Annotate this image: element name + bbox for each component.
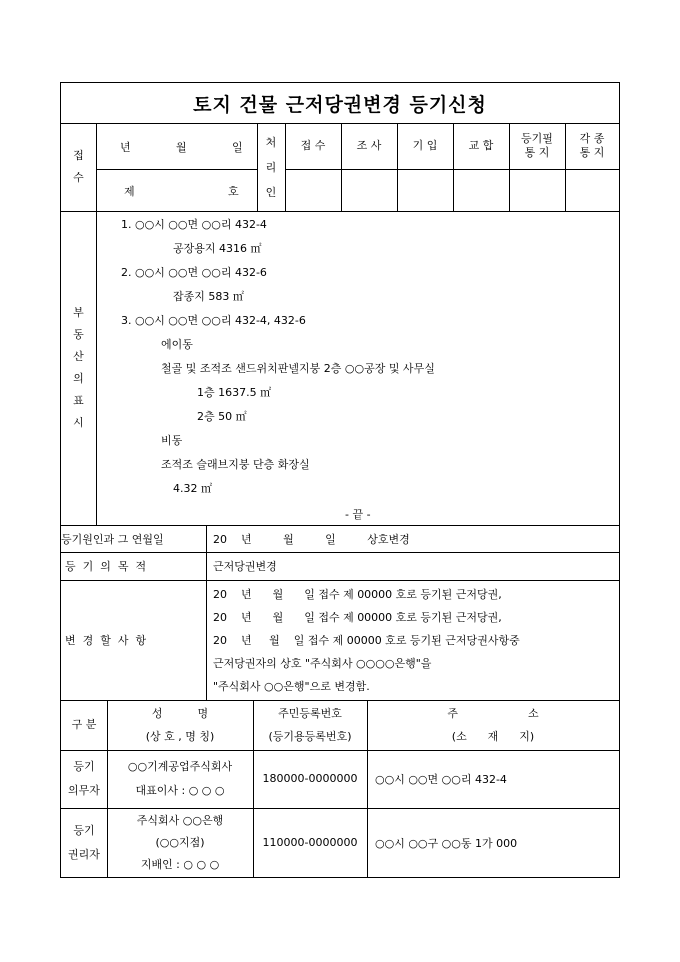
- form-title: 토지 건물 근저당권변경 등기신청: [193, 93, 487, 116]
- obligee-name[interactable]: [107, 808, 253, 878]
- change-line: 20 년 월 일 접수 제 00000 호로 등기된 근저당권,: [213, 611, 502, 624]
- property-line: 2. ○○시 ○○면 ○○리 432-6: [121, 266, 267, 279]
- category-text: 등기: [73, 760, 95, 773]
- label-char: 산: [73, 350, 84, 363]
- column-various-notice: 각 종 통 지: [579, 132, 605, 159]
- header-name-text: 성 명: [151, 707, 209, 720]
- parties-header-id: [253, 700, 367, 750]
- name-line: 주식회사 ○○은행: [136, 814, 224, 827]
- column-check: 교 합: [468, 139, 494, 153]
- label-char: 접: [73, 149, 84, 162]
- column-entry: 기 입: [412, 139, 438, 153]
- property-end-mark: - 끝 -: [345, 508, 371, 521]
- category-text: 의무자: [68, 784, 100, 797]
- processor-label: [257, 123, 285, 211]
- cause-label-text: 등기원인과 그 연월일: [61, 532, 164, 546]
- purpose-value[interactable]: 근저당권변경: [213, 560, 277, 573]
- name-line: 대표이사 : ○ ○ ○: [135, 784, 225, 797]
- changes-content[interactable]: [206, 580, 619, 700]
- column-receipt: 접 수: [300, 139, 326, 153]
- property-line: 1층 1637.5 ㎡: [197, 386, 272, 399]
- property-line: 철골 및 조적조 샌드위치판넬지붕 2층 ○○공장 및 사무실: [161, 362, 435, 375]
- property-line: 잡종지 583 ㎡: [173, 290, 244, 303]
- day-label: 일: [232, 141, 243, 154]
- header-id-sub: (등기용등록번호): [268, 730, 352, 743]
- change-line: "주식회사 ○○은행"으로 변경함.: [213, 680, 370, 693]
- label-char: 시: [73, 416, 84, 429]
- name-line: ○○기계공업주식회사: [127, 760, 233, 773]
- header-id-text: 주민등록번호: [278, 707, 342, 720]
- date-field[interactable]: [96, 123, 257, 169]
- obligor-id[interactable]: 180000-0000000: [262, 772, 358, 786]
- label-char: 인: [265, 185, 277, 199]
- label-char: 동: [73, 328, 84, 341]
- number-suffix: 호: [228, 185, 239, 198]
- label-char: 처: [265, 135, 277, 149]
- label-char: 의: [73, 372, 84, 385]
- label-char: 리: [265, 160, 277, 174]
- label-char: 표: [73, 394, 84, 407]
- change-line: 근저당권자의 상호 "주식회사 ○○○○은행"을: [213, 657, 432, 670]
- purpose-label: 등 기 의 목 적: [65, 560, 147, 573]
- obligor-address[interactable]: ○○시 ○○면 ○○리 432-4: [375, 773, 507, 786]
- property-line: 4.32 ㎡: [173, 482, 212, 495]
- number-field[interactable]: [96, 169, 257, 211]
- category-text: 권리자: [68, 848, 100, 861]
- property-label: [61, 211, 96, 525]
- parties-header-address: [367, 700, 619, 750]
- parties-header-name: [107, 700, 253, 750]
- registration-form: [60, 82, 620, 878]
- property-line: 3. ○○시 ○○면 ○○리 432-4, 432-6: [121, 314, 306, 327]
- cause-value[interactable]: 20 년 월 일 상호변경: [213, 532, 410, 546]
- change-line: 20 년 월 일 접수 제 00000 호로 등기된 근저당권사항중: [213, 634, 520, 647]
- property-line: 공장용지 4316 ㎡: [173, 242, 262, 255]
- label-char: 수: [73, 171, 84, 184]
- obligee-category: [61, 808, 107, 878]
- property-line: 에이동: [161, 338, 193, 351]
- changes-label: 변 경 할 사 항: [65, 634, 147, 647]
- category-text: 등기: [73, 824, 95, 837]
- obligor-name[interactable]: [107, 750, 253, 808]
- cause-label: [61, 525, 206, 552]
- header-address-sub: (소 재 지): [451, 730, 535, 743]
- header-name-sub: (상 호 , 명 칭): [145, 730, 215, 743]
- name-line: 지배인 : ○ ○ ○: [140, 858, 220, 871]
- property-line: 2층 50 ㎡: [197, 410, 247, 423]
- header-address-text: 주 소: [447, 707, 539, 720]
- change-line: 20 년 월 일 접수 제 00000 호로 등기된 근저당권,: [213, 588, 502, 601]
- property-description: [97, 211, 619, 525]
- number-prefix: 제: [124, 185, 135, 198]
- obligee-id[interactable]: 110000-0000000: [262, 836, 358, 850]
- label-char: 부: [73, 306, 84, 319]
- reception-label: [61, 123, 96, 211]
- obligee-address[interactable]: ○○시 ○○구 ○○동 1가 000: [375, 837, 518, 850]
- parties-header-category: 구 분: [71, 718, 97, 732]
- divider: [285, 169, 619, 170]
- property-line: 비동: [161, 434, 183, 447]
- column-completion-notice: 등기필 통 지: [521, 132, 553, 159]
- property-line: 1. ○○시 ○○면 ○○리 432-4: [121, 218, 267, 231]
- name-line: (○○지점): [155, 836, 205, 849]
- obligor-category: [61, 750, 107, 808]
- property-line: 조적조 슬래브지붕 단층 화장실: [161, 458, 310, 471]
- column-review: 조 사: [356, 139, 382, 153]
- year-label: 년: [120, 141, 131, 154]
- month-label: 월: [176, 141, 187, 154]
